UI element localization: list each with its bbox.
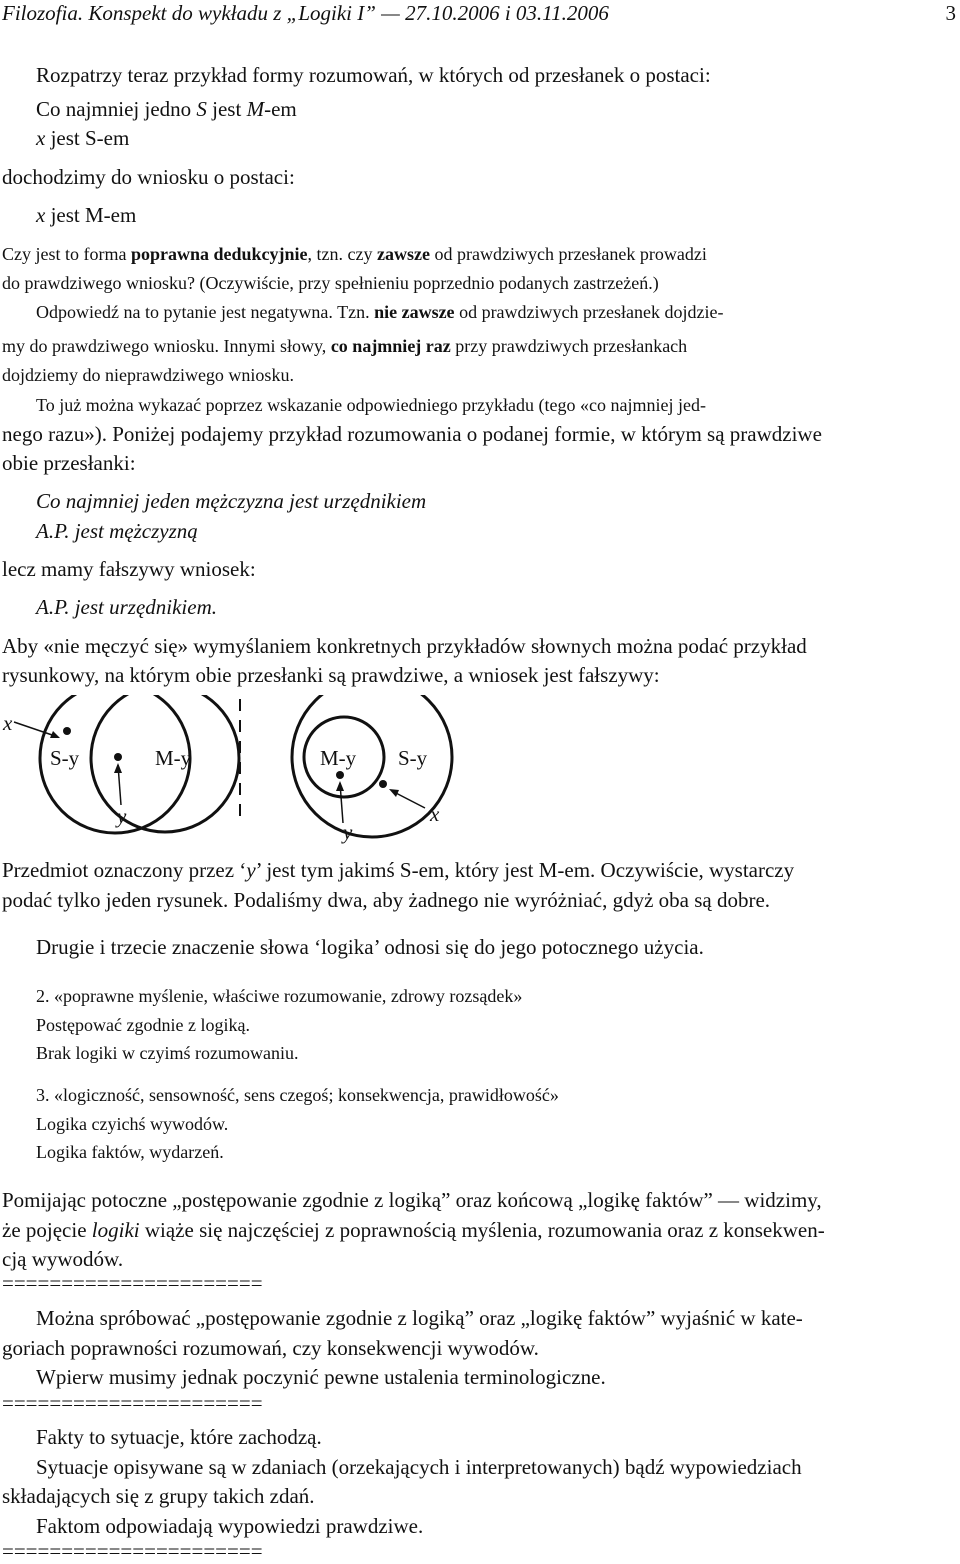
question-line-3: [36, 299, 958, 325]
right-x-label: x: [430, 802, 440, 826]
conclusion-x: x: [36, 203, 46, 227]
question-line-7: nego razu»). Poniżej podajemy przykład rozumowania o podanej formie, w którym są prawdziwe: [2, 422, 822, 446]
separator-3: ======================: [2, 1539, 263, 1563]
q1-bold-poprawna: poprawna dedukcyjnie: [130, 244, 308, 264]
summary-line-3: cją wywodów.: [2, 1247, 124, 1271]
right-y-point: [336, 771, 344, 779]
meanings-intro: Drugie i trzecie znaczenie słowa ‘logika’ odnosi się do jego potocznego użycia.: [36, 935, 704, 959]
af-y: y: [246, 858, 256, 882]
right-x-arrowhead: [389, 789, 399, 797]
separator-1: ======================: [2, 1271, 263, 1295]
meaning-2-example-1: Postępować zgodnie z logiką.: [36, 1015, 250, 1035]
block3-line-1: Fakty to sytuacje, które zachodzą.: [36, 1425, 322, 1449]
premise-form-1: [36, 96, 958, 122]
premise-form-2: [36, 125, 958, 151]
left-s-label: S-y: [50, 746, 80, 770]
false-conclusion-intro: lecz mamy fałszywy wniosek:: [2, 557, 256, 581]
premise2-rest: jest S-em: [45, 126, 130, 150]
right-s-label: S-y: [398, 746, 428, 770]
meaning-3-example-2: Logika faktów, wydarzeń.: [36, 1142, 224, 1162]
block2-line-1: Można spróbować „postępowanie zgodnie z logiką” oraz „logikę faktów” wyjaśnić w kate-: [36, 1306, 803, 1330]
q1-e: od prawdziwych przesłanek prowadzi: [429, 244, 707, 264]
right-circle-outer: [292, 695, 452, 837]
after-figure-line-1: [2, 857, 958, 883]
q4-a: my do prawdziwego wniosku. Innymi słowy,: [2, 336, 331, 356]
premise2-x: x: [36, 126, 46, 150]
q1-a: Czy jest to forma: [2, 244, 131, 264]
right-y-label: y: [343, 820, 353, 844]
question-line-6: To już można wykazać poprzez wskazanie odpowiedniego przykładu (tego «co najmniej jed-: [36, 395, 706, 415]
left-m-label: M-y: [155, 746, 192, 770]
question-line-8: obie przesłanki:: [2, 451, 136, 475]
figure-intro-line-1: Aby «nie męczyć się» wymyślaniem konkretnych przykładów słownych można podać przykład: [2, 634, 807, 658]
right-x-point: [379, 780, 387, 788]
left-y-point: [114, 753, 122, 761]
example-conclusion: A.P. jest urzędnikiem.: [36, 595, 218, 619]
q1-bold-zawsze: zawsze: [377, 244, 430, 264]
q3-a: Odpowiedź na to pytanie jest negatywna. Tzn.: [36, 302, 375, 322]
running-header: Filozofia. Konspekt do wykładu z „Logiki I” — 27.10.2006 i 03.11.2006: [2, 1, 609, 25]
q3-c: od prawdziwych przesłanek dojdzie-: [454, 302, 724, 322]
meaning-2-head: 2. «poprawne myślenie, właściwe rozumowanie, zdrowy rozsądek»: [36, 986, 523, 1006]
af-b: ’ jest tym jakimś S-em, który jest M-em. Oczywiście, wystarczy: [255, 858, 795, 882]
example-premise-2: A.P. jest mężczyzną: [36, 519, 198, 543]
sum-logiki: logiki: [91, 1218, 140, 1242]
block2-line-3: Wpierw musimy jednak poczynić pewne ustalenia terminologiczne.: [36, 1365, 606, 1389]
block2-line-2: goriach poprawności rozumowań, czy konsekwencji wywodów.: [2, 1336, 539, 1360]
premise1-text-b: jest: [206, 97, 247, 121]
right-m-label: M-y: [320, 746, 357, 770]
meaning-2-example-2: Brak logiki w czyimś rozumowaniu.: [36, 1043, 299, 1063]
conclusion-intro: dochodzimy do wniosku o postaci:: [2, 165, 295, 189]
meaning-3-example-1: Logika czyichś wywodów.: [36, 1114, 229, 1134]
block3-line-4: Faktom odpowiadają wypowiedzi prawdziwe.: [36, 1514, 424, 1538]
page-number: 3: [945, 1, 956, 25]
conclusion-rest: jest M-em: [45, 203, 137, 227]
separator-2: ======================: [2, 1391, 263, 1415]
intro-line: Rozpatrzy teraz przykład formy rozumowań, w których od przesłanek o postaci:: [36, 63, 711, 87]
premise1-s: S: [196, 97, 207, 121]
question-line-4: [2, 333, 958, 359]
question-line-1: [2, 241, 958, 267]
meaning-3-head: 3. «logiczność, sensowność, sens czegoś; konsekwencja, prawidłowość»: [36, 1085, 559, 1105]
q4-bold-co-najmniej-raz: co najmniej raz: [330, 336, 451, 356]
right-y-arrowhead: [336, 781, 344, 791]
af-a: Przedmiot oznaczony przez ‘: [2, 858, 247, 882]
summary-line-2: [2, 1217, 958, 1243]
summary-line-1: Pomijając potoczne „postępowanie zgodnie z logiką” oraz końcową „logikę faktów” — widzimy,: [2, 1188, 822, 1212]
q3-bold-nie-zawsze: nie zawsze: [374, 302, 455, 322]
venn-diagram: [0, 695, 960, 845]
sum-a: że pojęcie: [2, 1218, 92, 1242]
premise1-text-a: Co najmniej jedno: [36, 97, 197, 121]
q4-c: przy prawdziwych przesłankach: [450, 336, 688, 356]
left-y-label: y: [117, 804, 127, 828]
q1-c: , tzn. czy: [307, 244, 377, 264]
block3-line-3: składających się z grupy takich zdań.: [2, 1484, 315, 1508]
figure-intro-line-2: rysunkowy, na którym obie przesłanki są prawdziwe, a wniosek jest fałszywy:: [2, 663, 660, 687]
question-line-5: dojdziemy do nieprawdziwego wniosku.: [2, 365, 294, 385]
left-x-label: x: [3, 711, 13, 735]
left-y-arrowhead: [114, 763, 122, 773]
premise1-m: M: [246, 97, 265, 121]
after-figure-line-2: podać tylko jeden rysunek. Podaliśmy dwa, aby żadnego nie wyróżniać, gdyż oba są dobre.: [2, 888, 771, 912]
example-premise-1: Co najmniej jeden mężczyzna jest urzędnikiem: [36, 489, 427, 513]
block3-line-2: Sytuacje opisywane są w zdaniach (orzekających i interpretowanych) bądź wypowiedziach: [36, 1455, 802, 1479]
left-x-arrowhead: [50, 731, 60, 738]
conclusion-form: [36, 202, 958, 228]
premise1-text-c: -em: [264, 97, 297, 121]
question-line-2: do prawdziwego wniosku? (Oczywiście, przy spełnieniu poprzednio podanych zastrzeżeń.): [2, 273, 659, 293]
sum-c: wiąże się najczęściej z poprawnością myślenia, rozumowania oraz z konsekwen-: [139, 1218, 825, 1242]
left-x-point: [63, 727, 71, 735]
